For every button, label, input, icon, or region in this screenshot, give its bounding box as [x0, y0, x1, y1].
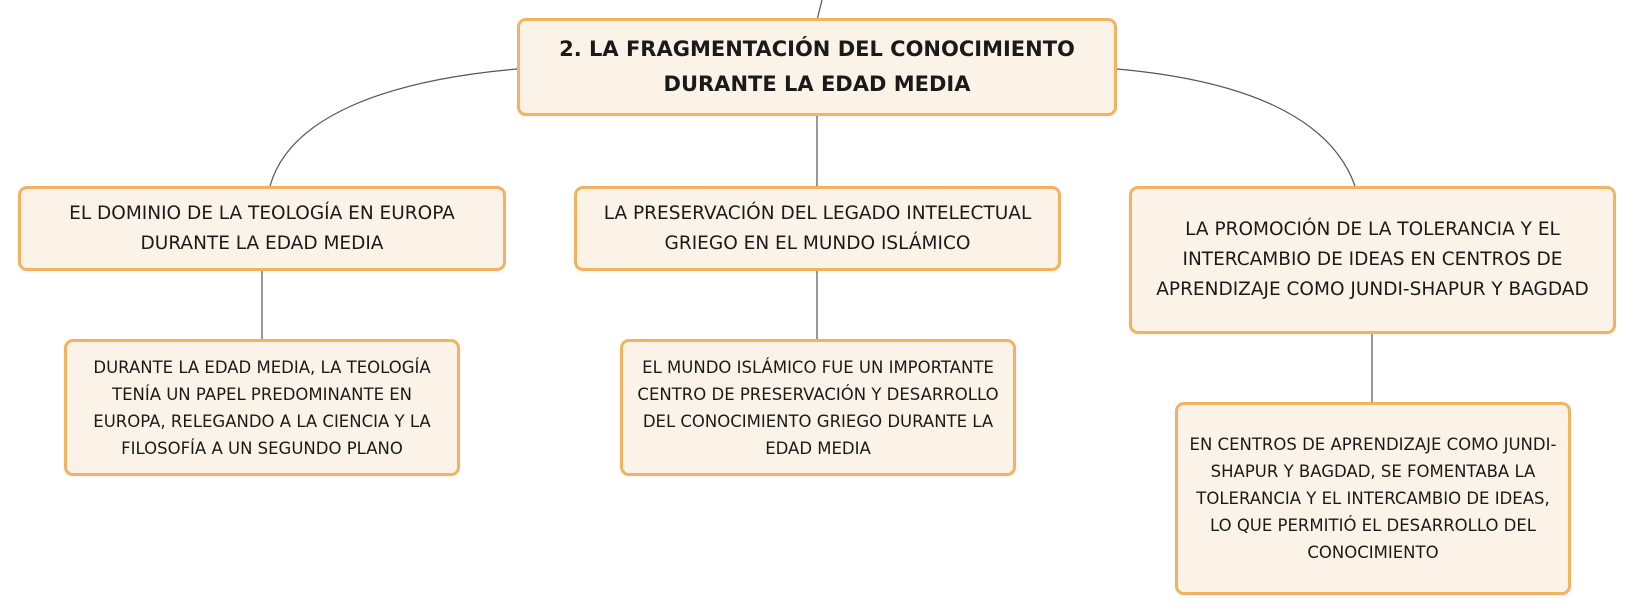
connector-root-topic-3 — [1117, 69, 1355, 186]
root-node-label: 2. LA FRAGMENTACIÓN DEL CONOCIMIENTO DURANTE LA EDAD MEDIA — [559, 37, 1075, 96]
detail-node-legado-griego[interactable] — [620, 339, 1016, 476]
detail-node-label: EN CENTROS DE APRENDIZAJE COMO JUNDI-SHAPUR Y BAGDAD, SE FOMENTABA LA TOLERANCIA Y EL INTERCAMBIO DE IDEAS, LO QUE PERMITIÓ EL DESARROLLO DEL CONOCIMIENTO — [1189, 435, 1557, 562]
detail-node-teologia[interactable] — [64, 339, 460, 476]
connector-root-topic-1 — [270, 69, 517, 186]
topic-node-label: EL DOMINIO DE LA TEOLOGÍA EN EUROPA DURANTE LA EDAD MEDIA — [69, 202, 455, 254]
detail-node-tolerancia[interactable] — [1175, 402, 1571, 595]
topic-node-legado-griego[interactable] — [574, 186, 1061, 271]
detail-node-label: EL MUNDO ISLÁMICO FUE UN IMPORTANTE CENTRO DE PRESERVACIÓN Y DESARROLLO DEL CONOCIMIENTO GRIEGO DURANTE LA EDAD MEDIA — [637, 357, 999, 458]
detail-node-label: DURANTE LA EDAD MEDIA, LA TEOLOGÍA TENÍA UN PAPEL PREDOMINANTE EN EUROPA, RELEGANDO A LA CIENCIA Y LA FILOSOFÍA A UN SEGUNDO PLANO — [93, 357, 431, 458]
root-node[interactable] — [517, 18, 1117, 116]
connector-incoming-root — [817, 0, 822, 20]
topic-node-label: LA PROMOCIÓN DE LA TOLERANCIA Y EL INTERCAMBIO DE IDEAS EN CENTROS DE APRENDIZAJE COMO JUNDI-SHAPUR Y BAGDAD — [1156, 219, 1589, 300]
topic-node-label: LA PRESERVACIÓN DEL LEGADO INTELECTUAL GRIEGO EN EL MUNDO ISLÁMICO — [603, 202, 1032, 254]
topic-node-teologia[interactable] — [18, 186, 506, 271]
topic-node-tolerancia[interactable] — [1129, 186, 1616, 334]
